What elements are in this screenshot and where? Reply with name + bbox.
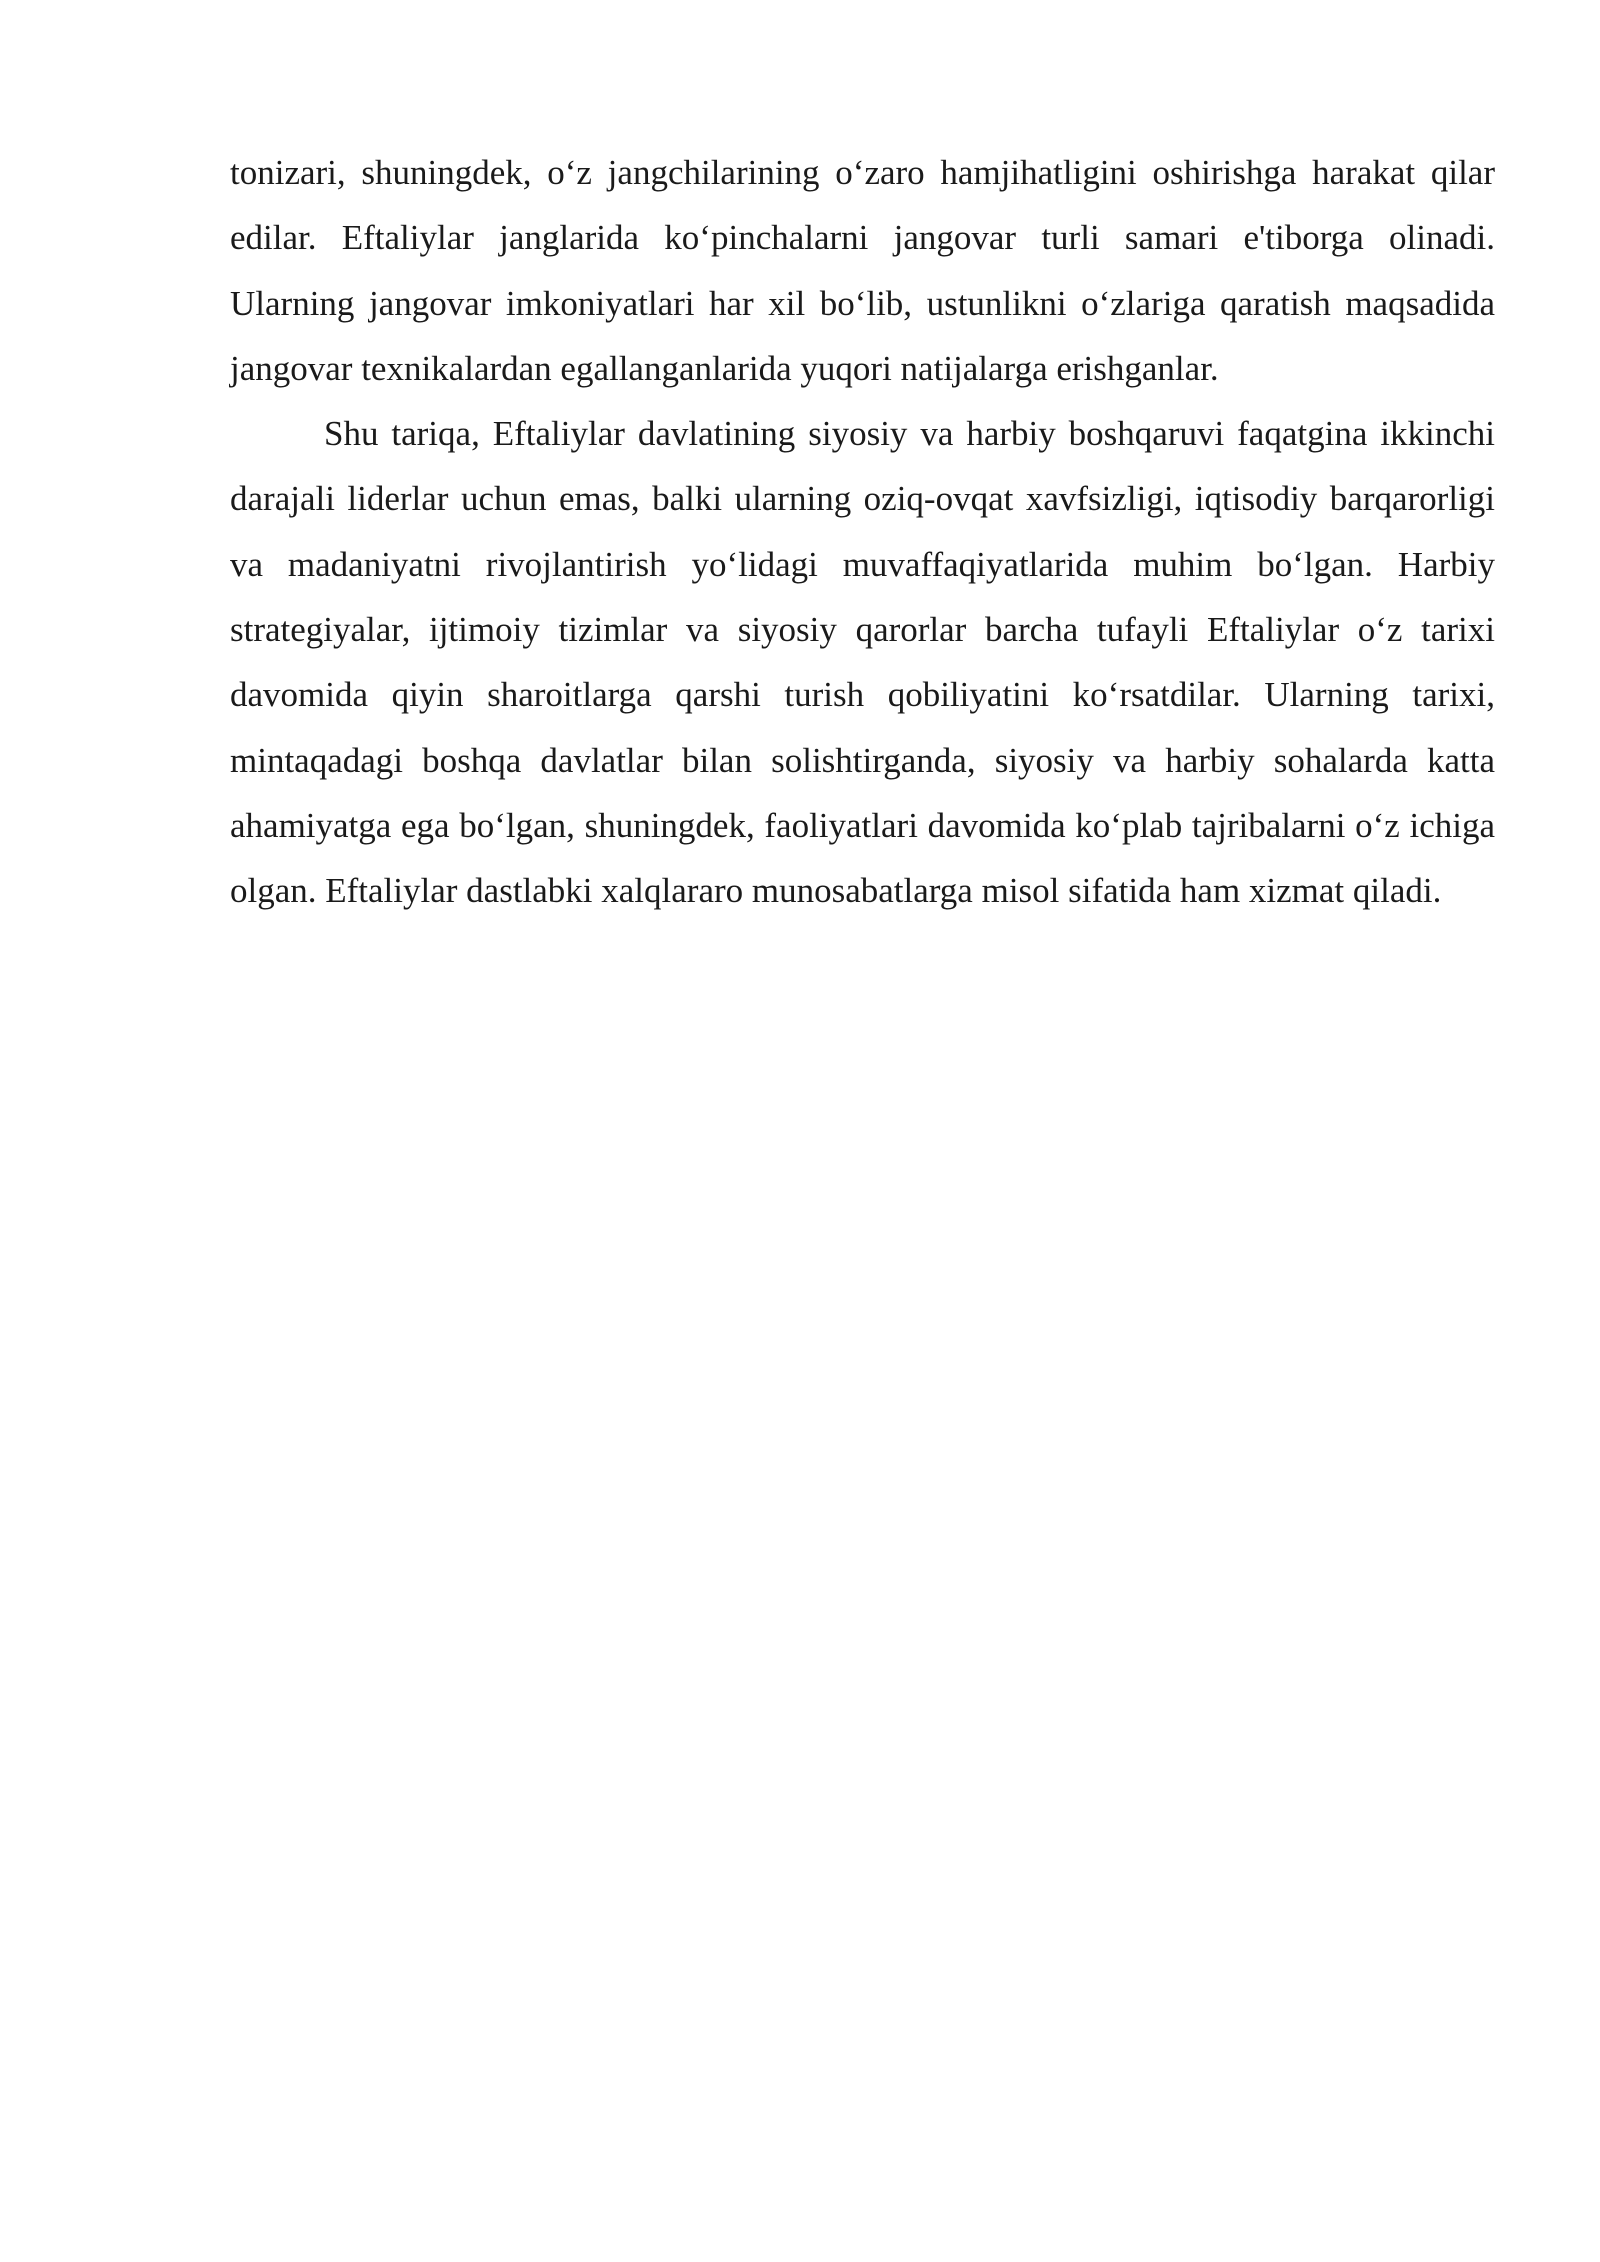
paragraph-continuation: tonizari, shuningdek, o‘z jangchilarining o‘zaro hamjihatligini oshirishga harakat qilar edilar. Eftaliylar janglarida ko‘pinchalarni jangovar turli samari e'tiborga olinadi. Ularning jangovar imkoniyatlari har xil bo‘lib, ustunlikni o‘zlariga qaratish maqsadida jangovar texnikalardan egallanganlarida yuqori natijalarga erishganlar. xyxy=(230,153,1495,388)
body-text xyxy=(230,140,1495,924)
paragraph-conclusion: Shu tariqa, Eftaliylar davlatining siyosiy va harbiy boshqaruvi faqatgina ikkinchi darajali liderlar uchun emas, balki ularning oziq-ovqat xavfsizligi, iqtisodiy barqarorligi va madaniyatni rivojlantirish yo‘lidagi muvaffaqiyatlarida muhim bo‘lgan. Harbiy strategiyalar, ijtimoiy tizimlar va siyosiy qarorlar barcha tufayli Eftaliylar o‘z tarixi davomida qiyin sharoitlarga qarshi turish qobiliyatini ko‘rsatdilar. Ularning tarixi, mintaqadagi boshqa davlatlar bilan solishtirganda, siyosiy va harbiy sohalarda katta ahamiyatga ega bo‘lgan, shuningdek, faoliyatlari davomida ko‘plab tajribalarni o‘z ichiga olgan. Eftaliylar dastlabki xalqlararo munosabatlarga misol sifatida ham xizmat qiladi. xyxy=(230,414,1495,911)
